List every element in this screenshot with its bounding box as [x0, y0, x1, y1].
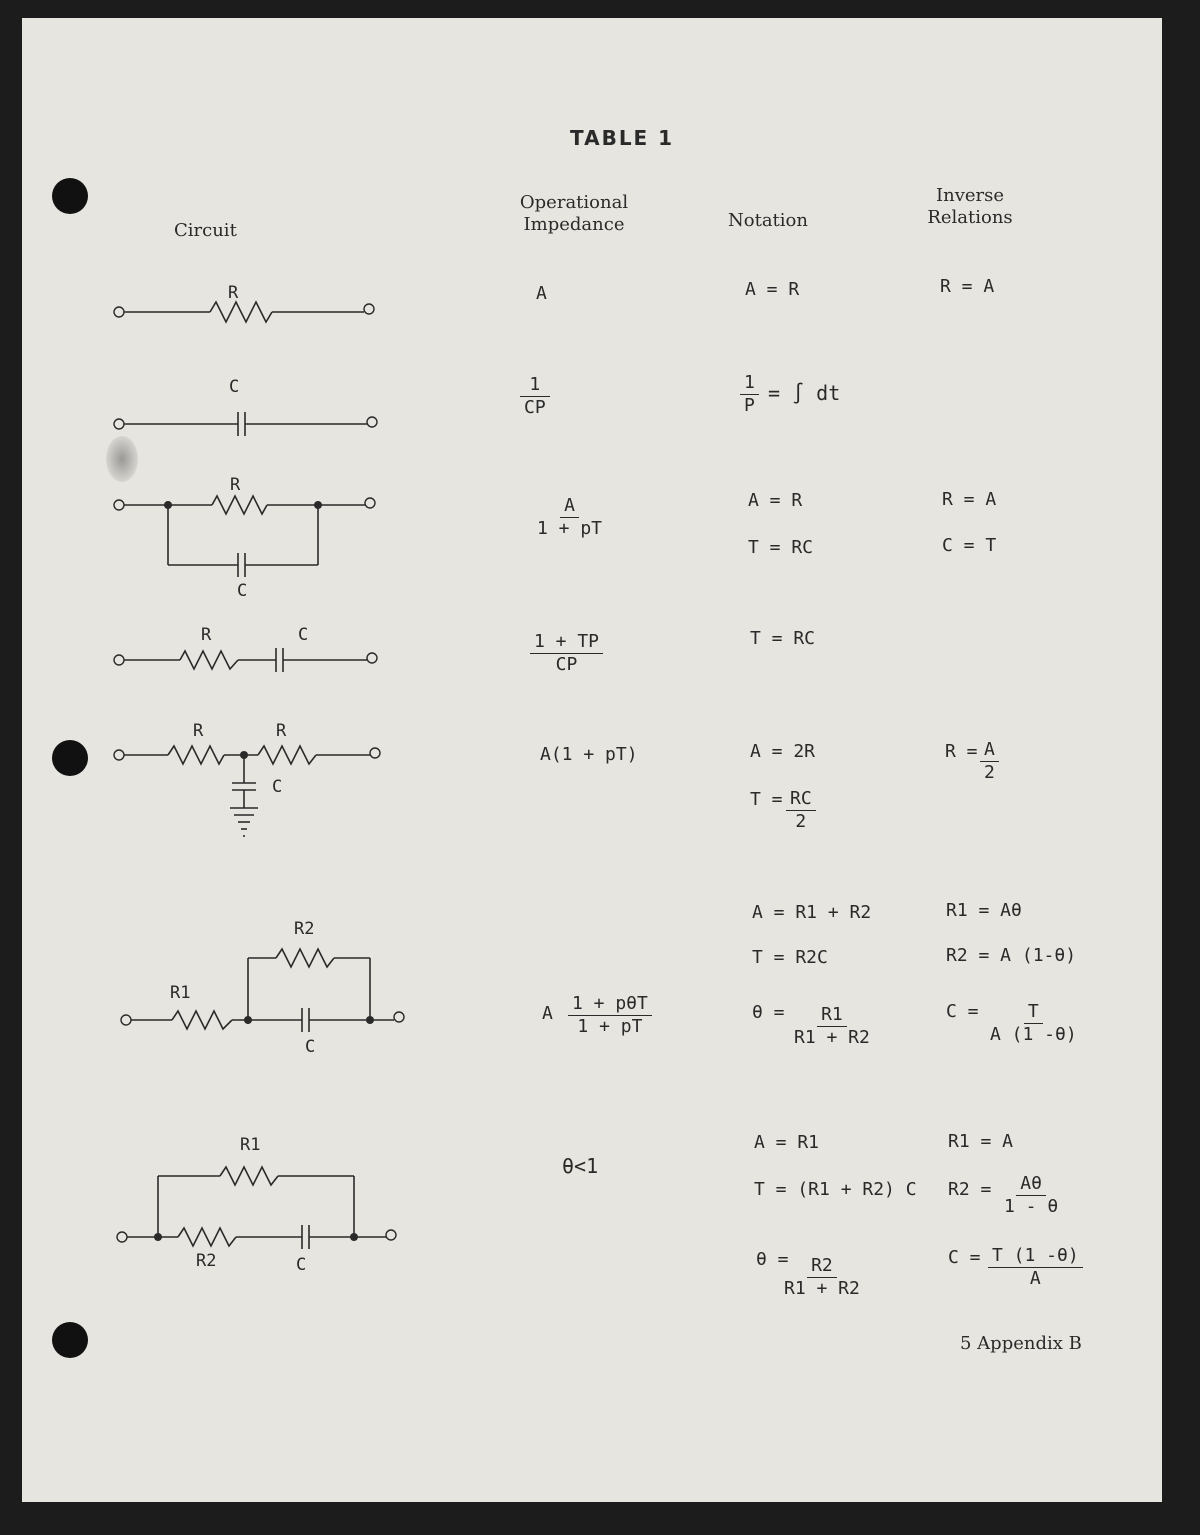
inverse-row7-prefix-r2: R2 =: [948, 1179, 992, 1200]
label-c: C: [298, 625, 309, 645]
notation-row5-line1: A = 2R: [750, 741, 816, 762]
fraction-numerator: T: [1024, 1002, 1043, 1024]
header-inverse-line2: Relations: [927, 207, 1013, 228]
notation-row2-integral: = ∫ dt: [768, 381, 841, 405]
inverse-row7-line1: R1 = A: [948, 1131, 1014, 1152]
impedance-row6-fraction: [568, 994, 652, 1037]
fraction-numerator: Aθ: [1016, 1174, 1046, 1196]
label-r: R: [230, 475, 241, 495]
header-inverse-line1: Inverse: [935, 185, 1005, 206]
impedance-row2: [520, 375, 550, 418]
page-title: TABLE 1: [570, 126, 675, 150]
fraction-numerator: A: [560, 496, 579, 518]
fraction-denominator: 2: [795, 811, 807, 832]
notation-row5-prefix: T =: [750, 789, 783, 810]
fraction-numerator: 1 + pθT: [568, 994, 652, 1016]
label-c: C: [229, 377, 240, 397]
label-r: R: [193, 721, 204, 741]
label-c: C: [237, 581, 248, 601]
inverse-row7-fraction-r2: [1000, 1174, 1062, 1217]
notation-row3-line2: T = RC: [748, 537, 814, 558]
circuit-rc-parallel: [114, 475, 375, 601]
impedance-row1: A: [536, 283, 547, 304]
inverse-row3-line1: R = A: [942, 489, 997, 510]
notation-row5-fraction: [786, 789, 816, 832]
circuit-lag-network: [121, 919, 404, 1057]
inverse-row6-fraction: [986, 1002, 1081, 1045]
circuit-resistor: [114, 283, 374, 322]
label-r1: R1: [240, 1135, 261, 1155]
inverse-row5-fraction: [980, 740, 999, 783]
fraction-denominator: A: [1029, 1268, 1041, 1289]
notation-row7-line2: T = (R1 + R2) C: [754, 1179, 917, 1200]
fraction-denominator: P: [744, 395, 755, 416]
notation-row7-prefix: θ =: [756, 1249, 789, 1270]
impedance-row4: [530, 632, 603, 675]
impedance-row6-prefix: A: [542, 1003, 553, 1024]
inverse-row1-line1: R = A: [940, 276, 995, 297]
label-r1: R1: [170, 983, 191, 1003]
fraction-numerator: R1: [817, 1005, 847, 1027]
notation-row7-line1: A = R1: [754, 1132, 820, 1153]
notation-row6-fraction: [790, 1005, 874, 1048]
circuit-lead-network: [117, 1135, 396, 1275]
fraction-denominator: A (1 -θ): [990, 1024, 1077, 1045]
fraction-numerator: R2: [807, 1256, 837, 1278]
fraction-numerator: T (1 -θ): [988, 1246, 1083, 1268]
label-r: R: [228, 283, 239, 303]
inverse-row7-fraction-c: [988, 1246, 1083, 1289]
inverse-row3-line2: C = T: [942, 535, 997, 556]
header-circuit: Circuit: [174, 220, 237, 241]
label-r2: R2: [196, 1251, 217, 1271]
header-impedance-line2: Impedance: [523, 214, 625, 235]
page-footer: 5 Appendix B: [960, 1333, 1082, 1354]
header-notation: Notation: [728, 210, 808, 231]
notation-row6-line1: A = R1 + R2: [752, 902, 872, 923]
notation-row6-line2: T = R2C: [752, 947, 828, 968]
fraction-numerator: 1 + TP: [530, 632, 603, 654]
notation-row7-fraction: [780, 1256, 864, 1299]
notation-row4-line1: T = RC: [750, 628, 816, 649]
impedance-row7: θ<1: [562, 1154, 599, 1178]
circuit-rc-series: [114, 625, 377, 672]
inverse-row6-prefix: C =: [946, 1001, 979, 1022]
notation-row6-prefix: θ =: [752, 1002, 785, 1023]
impedance-row3: [533, 496, 606, 539]
fraction-denominator: 1 + pT: [577, 1016, 643, 1037]
fraction-denominator: 1 + pT: [537, 518, 603, 539]
inverse-row6-line1: R1 = Aθ: [946, 900, 1022, 921]
fraction-denominator: 1 - θ: [1004, 1196, 1059, 1217]
fraction-denominator: CP: [520, 396, 550, 418]
label-r: R: [201, 625, 212, 645]
fraction-denominator: R1 + R2: [784, 1278, 860, 1299]
fraction-denominator: R1 + R2: [794, 1027, 870, 1048]
inverse-row6-line2: R2 = A (1-θ): [946, 945, 1077, 966]
fraction-numerator: 1: [740, 373, 759, 395]
fraction-denominator: 2: [984, 762, 995, 783]
label-r: R: [276, 721, 287, 741]
label-c: C: [305, 1037, 316, 1057]
fraction-numerator: RC: [786, 789, 816, 811]
fraction-numerator: A: [980, 740, 999, 762]
circuit-t-network: [114, 721, 380, 836]
circuit-capacitor: [114, 377, 377, 436]
inverse-row5-prefix: R =: [945, 741, 978, 762]
header-impedance-line1: Operational: [519, 192, 629, 213]
impedance-row5: A(1 + pT): [540, 744, 638, 765]
label-c: C: [272, 777, 283, 797]
notation-row3-line1: A = R: [748, 490, 803, 511]
notation-row1-line1: A = R: [745, 279, 800, 300]
inverse-row7-prefix-c: C =: [948, 1247, 981, 1268]
label-c: C: [296, 1255, 307, 1275]
fraction-numerator: 1: [529, 374, 541, 395]
label-r2: R2: [294, 919, 315, 939]
notation-row2-fraction: [740, 373, 759, 416]
fraction-denominator: CP: [555, 654, 578, 675]
